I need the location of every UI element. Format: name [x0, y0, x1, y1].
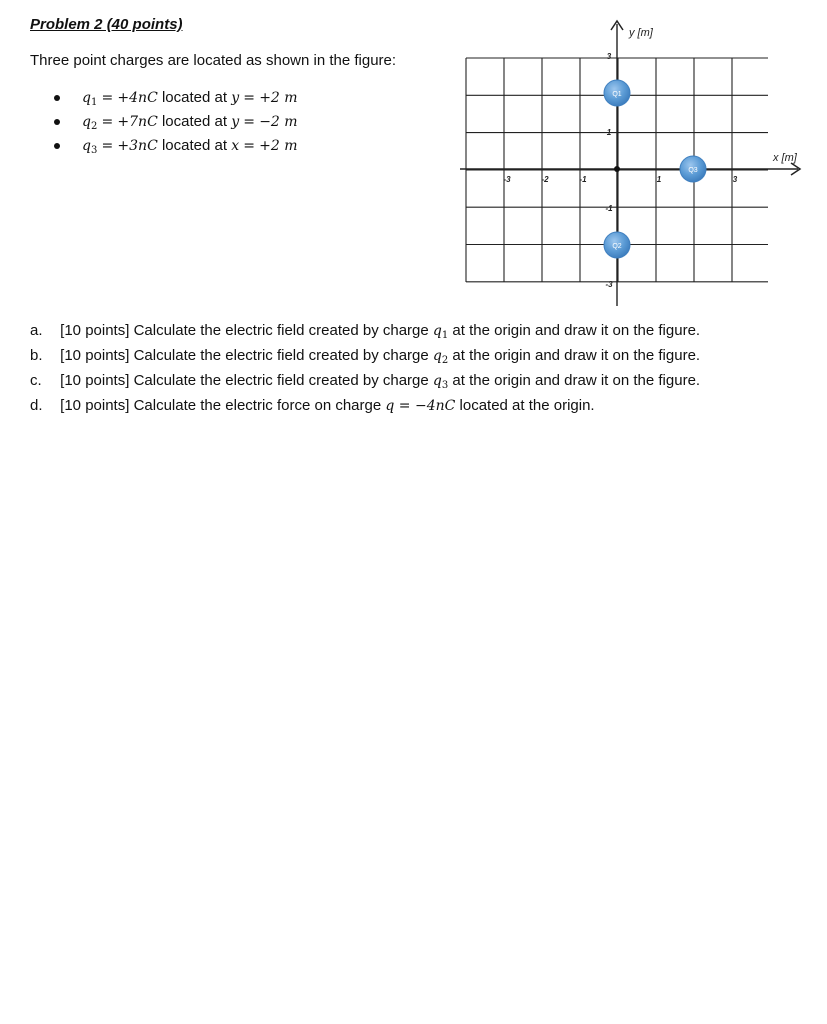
question-symbol: $q_2$ [432, 348, 449, 366]
intro-text: Three point charges are located as shown in the figure: [30, 52, 397, 69]
y-axis-label: y [m] [629, 27, 653, 39]
x-tick-label: -1 [579, 175, 587, 184]
question-symbol: $q_3$ [432, 373, 449, 391]
x-tick-label: -3 [503, 175, 511, 184]
x-tick-label: 1 [656, 175, 662, 184]
charge-marker-label: Q1 [612, 91, 622, 98]
question-label: a. [30, 322, 43, 339]
x-tick-label: 3 [732, 175, 738, 184]
equals-sign: = [101, 138, 114, 154]
question-c [30, 370, 700, 395]
question-text-end: at the origin and draw it on the figure. [452, 322, 701, 339]
charge-symbol: $q_1$ [82, 90, 98, 108]
question-list [30, 320, 700, 420]
question-text: Calculate the electric force on charge [133, 397, 382, 414]
question-label: d. [30, 397, 43, 414]
question-label: c. [30, 372, 42, 389]
question-expression: q = −4nC [385, 398, 456, 414]
position-value: −2 m [259, 114, 298, 130]
charge-marker-label: Q2 [612, 243, 622, 250]
position-axis: y [231, 114, 240, 130]
charge-value: +4nC [117, 90, 158, 106]
equals-sign: = [243, 90, 256, 106]
x-axis-label: x [m] [773, 152, 797, 164]
charge-item-q1 [54, 88, 298, 112]
charge-symbol: $q_2$ [82, 114, 98, 132]
question-text: Calculate the electric field created by charge [133, 372, 429, 389]
y-tick-label: 3 [606, 52, 612, 61]
equals-sign: = [101, 90, 114, 106]
question-a [30, 320, 700, 345]
charge-item-q3 [54, 136, 298, 160]
located-at-text: located at [161, 89, 228, 106]
question-text-end: located at the origin. [459, 397, 595, 414]
equals-sign: = [243, 114, 256, 130]
charge-item-q2 [54, 112, 298, 136]
question-symbol: $q_1$ [432, 323, 449, 341]
question-points: [10 points] [60, 397, 130, 414]
position-value: +2 m [259, 90, 298, 106]
question-d [30, 395, 700, 420]
position-value: +2 m [259, 138, 298, 154]
question-b [30, 345, 700, 370]
question-points: [10 points] [60, 347, 130, 364]
charge-symbol: $q_3$ [82, 138, 98, 156]
position-axis: x [231, 138, 240, 154]
charge-marker-q1 [604, 80, 630, 106]
question-text-end: at the origin and draw it on the figure. [452, 372, 701, 389]
question-label: b. [30, 347, 43, 364]
charge-grid-figure [455, 18, 817, 310]
charge-list [54, 88, 298, 160]
located-at-text: located at [161, 113, 228, 130]
charge-marker-q2 [604, 232, 630, 258]
charge-marker-label: Q3 [688, 167, 698, 174]
equals-sign: = [243, 138, 255, 154]
question-text-end: at the origin and draw it on the figure. [452, 347, 701, 364]
question-text: Calculate the electric field created by charge [133, 347, 429, 364]
question-points: [10 points] [60, 372, 130, 389]
axes [460, 21, 800, 306]
question-text: Calculate the electric field created by charge [133, 322, 429, 339]
equals-sign: = [101, 114, 114, 130]
charge-marker-q3 [680, 156, 706, 182]
x-tick-label: -2 [541, 175, 549, 184]
located-at-text: located at [161, 137, 228, 154]
y-tick-label: 1 [606, 128, 612, 137]
question-points: [10 points] [60, 322, 130, 339]
y-tick-label: -3 [605, 280, 613, 289]
charge-value: +3nC [117, 138, 158, 154]
position-axis: y [231, 90, 240, 106]
charge-value: +7nC [117, 114, 158, 130]
y-tick-label: -1 [605, 204, 613, 213]
origin-dot [614, 166, 620, 172]
problem-title: Problem 2 (40 points) [30, 16, 183, 33]
